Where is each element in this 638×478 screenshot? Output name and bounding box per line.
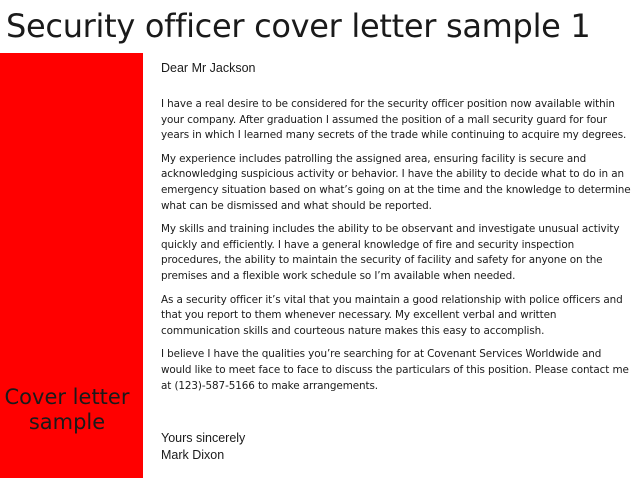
letter-paragraph-4: As a security officer it’s vital that you maintain a good relationship with police officers and that you report to them whenever necessary. My excellent verbal and written communication skills and courteous nature makes this easy to accomplish. [161,293,623,337]
letter-closing: Yours sincerely [161,431,246,445]
letter-paragraph-5: I believe I have the qualities you’re searching for at Covenant Services Worldwide and would like to meet face to face to discuss the particulars of this position. Please contact me at (123)-587-5166 to make arrangements. [161,348,629,392]
letter-salutation: Dear Mr Jackson [161,61,256,75]
letter-body [161,60,631,402]
letter-paragraph-1: I have a real desire to be considered for the security officer position now available within your company. After graduation I assumed the position of a mall security guard for four years in which I learned many secrets of the trade while continuing to acquire my degrees. [161,98,627,142]
letter-signature: Mark Dixon [161,448,225,462]
side-label [0,385,134,435]
side-label-line-1: Cover letter [4,385,130,409]
slide-title: Security officer cover letter sample 1 [6,7,591,45]
letter-paragraph-2: My experience includes patrolling the assigned area, ensuring facility is secure and acknowledging suspicious activity or behavior. I have the ability to decide what to do in an emergency situation based on what’s going on at the time and the knowledge to determine what can be dismissed and what should be reported. [161,152,631,212]
letter-paragraph-3: My skills and training includes the ability to be observant and investigate unusual activity quickly and efficiently. I have a general knowledge of fire and security inspection procedures, the ability to maintain the security of facility and safety for anyone on the premises and a flexible work schedule so I’m available when needed. [161,223,620,282]
side-label-line-2: sample [28,410,106,434]
letter-closing-block [161,430,245,464]
